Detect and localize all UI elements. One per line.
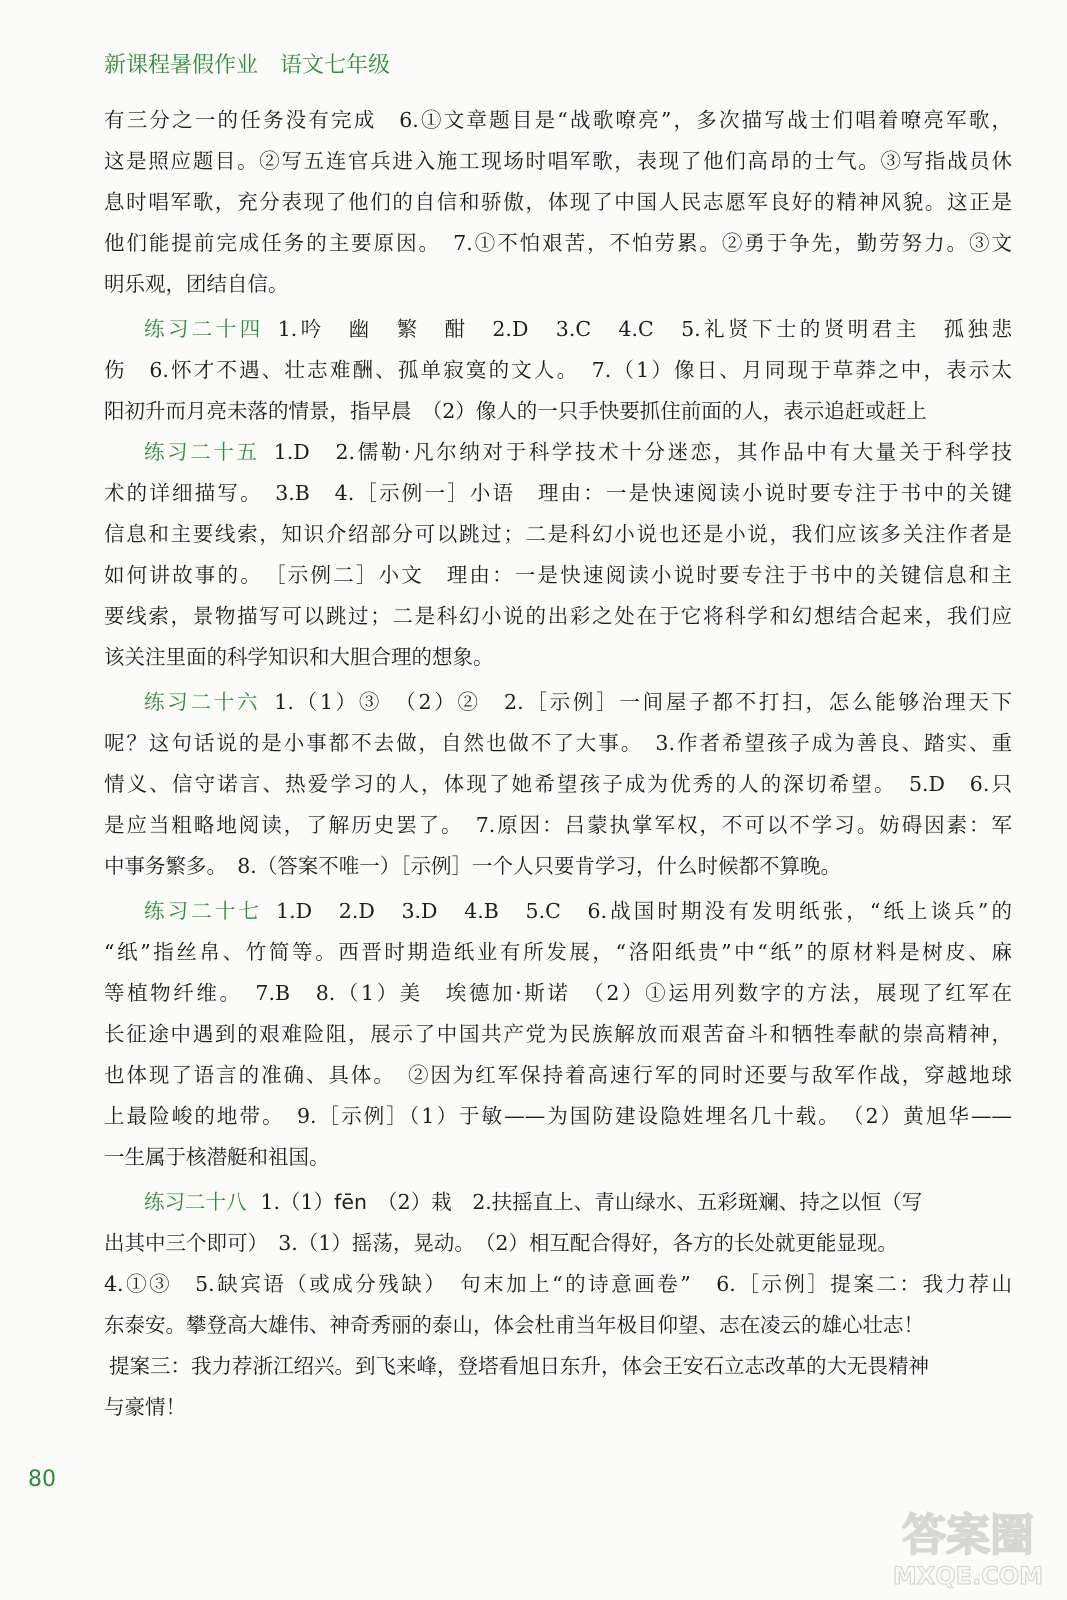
exercise-26-line: 练习二十六 1.（1）③ （2）② 2.［示例］一间屋子都不打扫，怎么能够治理天下 [144,690,1013,714]
exercise-26-label: 练习二十六 [144,690,261,714]
text-line: 上最险峻的地带。 9.［示例］（1）于敏——为国防建设隐姓埋名几十载。 （2）黄旭华—— [104,1104,1012,1128]
text-line: 是应当粗略地阅读，了解历史罢了。 7.原因：吕蒙执掌军权，不可以不学习。妨碍因素：军 [104,813,1012,837]
text-line: 也体现了语言的准确、具体。 ②因为红军保持着高速行军的同时还要与敌军作战，穿越地球 [104,1063,1012,1087]
exercise-25-line: 练习二十五 1.D 2.儒勒·凡尔纳对于科学技术十分迷恋，其作品中有大量关于科学技 [144,440,1012,464]
pinyin-answer: fēn [334,1190,367,1214]
text-line: 提案三：我力荐浙江绍兴。到飞来峰，登塔看旭日东升，体会王安石立志改革的大无畏精神 [109,1354,929,1378]
text-line: 要线索，景物描写可以跳过；二是科幻小说的出彩之处在于它将科学和幻想结合起来，我们应 [104,604,1012,628]
text-line: 长征途中遇到的艰难险阻，展示了中国共产党为民族解放而艰苦奋斗和牺牲奉献的崇高精神， [104,1022,1012,1046]
running-header [104,48,390,79]
text-line: 该关注里面的科学知识和大胆合理的想象。 [104,645,494,669]
text-line: 明乐观，团结自信。 [104,272,289,296]
watermark-logo [878,1500,1058,1592]
text-line: 阳初升而月亮未落的情景，指早晨 （2）像人的一只手快要抓住前面的人，表示追赶或赶上 [104,399,927,423]
book-series-title: 新课程暑假作业 [104,53,259,78]
text-line: 等植物纤维。 7.B 8.（1）美 埃德加·斯诺 （2）①运用列数字的方法，展现了红军在 [104,981,1012,1005]
answer-text [104,100,1012,1428]
exercise-25-label: 练习二十五 [144,440,260,464]
exercise-28-line: 练习二十八 1.（1）fēn （2）栽 2.扶摇直上、青山绿水、五彩斑斓、持之以恒（写 [144,1190,923,1214]
text-line: 与豪情！ [104,1395,186,1419]
text-line: 伤 6.怀才不遇、壮志难酬、孤单寂寞的文人。 7.（1）像日、月同现于草莽之中，表示太 [104,358,1012,382]
text-line: 这是照应题目。②写五连官兵进入施工现场时唱军歌，表现了他们高昂的士气。③写指战员休 [104,149,1012,173]
text-line: 如何讲故事的。 ［示例二］小文 理由：一是快速阅读小说时要专注于书中的关键信息和主 [104,563,1012,587]
text-line: 4.①③ 5.缺宾语（或成分残缺） 句末加上“的诗意画卷” 6.［示例］提案二：我力荐山 [104,1272,1012,1296]
text-line: 中事务繁多。 8.（答案不唯一）［示例］一个人只要肯学习，什么时候都不算晚。 [104,854,842,878]
text-line: “纸”指丝帛、竹简等。西晋时期造纸业有所发展，“洛阳纸贵”中“纸”的原材料是树皮、麻 [104,940,1012,964]
text-line: 术的详细描写。 3.B 4.［示例一］小语 理由：一是快速阅读小说时要专注于书中的关键 [104,481,1012,505]
text-line: 东泰安。攀登高大雄伟、神奇秀丽的泰山，体会杜甫当年极目仰望、志在凌云的雄心壮志！ [104,1313,924,1337]
text-line: 信息和主要线索，知识介绍部分可以跳过；二是科幻小说也还是小说，我们应该多关注作者是 [104,522,1012,546]
text-line: 出其中三个即可） 3.（1）摇荡，晃动。 （2）相互配合得好，各方的长处就更能显现。 [104,1231,898,1255]
exercise-24-label: 练习二十四 [144,317,264,341]
text-line: 呢？这句话说的是小事都不去做，自然也做不了大事。 3.作者希望孩子成为善良、踏实、重 [104,731,1012,755]
watermark-top-text: 答案圈 [902,1510,1034,1561]
text-line: 一生属于核潜艇和祖国。 [104,1145,330,1169]
text-line: 他们能提前完成任务的主要原因。 7.①不怕艰苦，不怕劳累。②勇于争先，勤劳努力。③文 [104,231,1012,255]
text-line: 有三分之一的任务没有完成 6.①文章题目是“战歌嘹亮”，多次描写战士们唱着嘹亮军歌， [104,108,1012,132]
exercise-28-label: 练习二十八 [144,1190,247,1214]
text-line: 情义、信守诺言、热爱学习的人，体现了她希望孩子成为优秀的人的深切希望。 5.D 6.只 [104,772,1012,796]
exercise-27-label: 练习二十七 [144,899,263,923]
exercise-27-line: 练习二十七 1.D 2.D 3.D 4.B 5.C 6.战国时期没有发明纸张，“纸上谈兵”的 [144,899,1013,923]
page-number: 80 [28,1467,56,1492]
book-subject: 语文七年级 [280,53,391,78]
exercise-24-line: 练习二十四 1.吟 幽 繁 酣 2.D 3.C 4.C 5.礼贤下士的贤明君主 孤独悲 [144,317,1013,341]
text-line: 息时唱军歌，充分表现了他们的自信和骄傲，体现了中国人民志愿军良好的精神风貌。这正是 [104,190,1012,214]
watermark-bottom-text: MXQE.COM [892,1562,1044,1590]
